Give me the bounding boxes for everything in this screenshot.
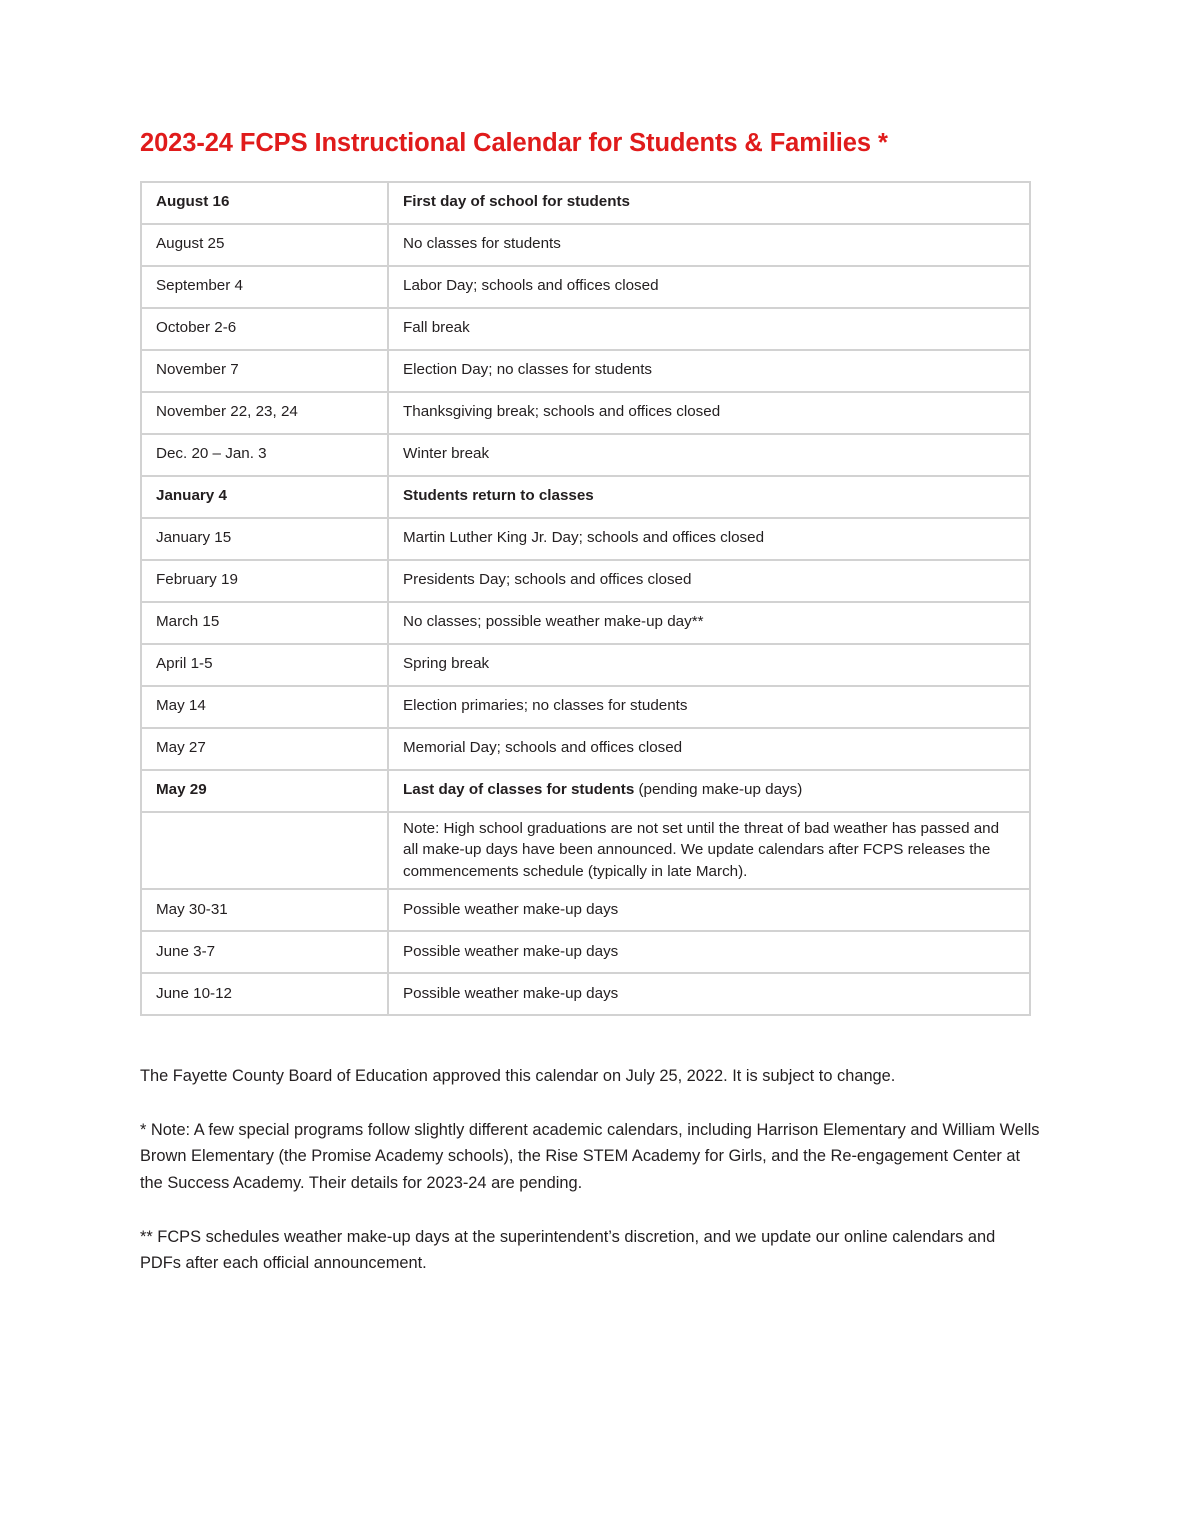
last-day-label: Last day of classes for students	[403, 781, 635, 799]
cell-description: Fall break	[389, 309, 1029, 351]
cell-date: October 2-6	[142, 309, 389, 351]
table-row-last-day	[142, 771, 1029, 813]
cell-date: August 25	[142, 225, 389, 267]
cell-date: June 3-7	[142, 932, 389, 974]
table-row	[142, 267, 1029, 309]
table-row-note	[142, 813, 1029, 891]
cell-description: Presidents Day; schools and offices closed	[389, 561, 1029, 603]
cell-date: January 15	[142, 519, 389, 561]
table-row	[142, 603, 1029, 645]
cell-description	[389, 771, 1029, 813]
cell-date: May 30-31	[142, 890, 389, 932]
cell-date: June 10-12	[142, 974, 389, 1014]
table-row	[142, 890, 1029, 932]
footnote-single-star: * Note: A few special programs follow slightly different academic calendars, including Harrison Elementary and William Wells Brown Elementary (the Promise Academy schools), the Rise STEM Academy for Girls, and the Re-engagement Center at the Success Academy. Their details for 2023-24 are pending.	[140, 1120, 1040, 1193]
table-row	[142, 519, 1029, 561]
table-row	[142, 561, 1029, 603]
cell-description: Winter break	[389, 435, 1029, 477]
table-row	[142, 645, 1029, 687]
table-row	[142, 729, 1029, 771]
table-row	[142, 974, 1029, 1014]
table-row	[142, 351, 1029, 393]
cell-date: November 7	[142, 351, 389, 393]
cell-date: September 4	[142, 267, 389, 309]
cell-date: March 15	[142, 603, 389, 645]
cell-graduation-note: Note: High school graduations are not set until the threat of bad weather has passed and all make-up days have been announced. We update calendars after FCPS releases the commencements schedule (typically in late March).	[389, 813, 1029, 891]
cell-date: August 16	[142, 183, 389, 225]
cell-description: Thanksgiving break; schools and offices closed	[389, 393, 1029, 435]
cell-description: No classes for students	[389, 225, 1029, 267]
instructional-calendar-table	[140, 181, 1031, 1017]
cell-date: May 27	[142, 729, 389, 771]
cell-date-empty	[142, 813, 389, 891]
page-title: 2023-24 FCPS Instructional Calendar for Students & Families *	[140, 129, 888, 157]
cell-date: November 22, 23, 24	[142, 393, 389, 435]
table-row	[142, 183, 1029, 225]
cell-description: Memorial Day; schools and offices closed	[389, 729, 1029, 771]
cell-description: No classes; possible weather make-up day**	[389, 603, 1029, 645]
table-row	[142, 687, 1029, 729]
table-row	[142, 477, 1029, 519]
cell-description: Election Day; no classes for students	[389, 351, 1029, 393]
cell-description: Labor Day; schools and offices closed	[389, 267, 1029, 309]
table-row	[142, 932, 1029, 974]
table-row	[142, 435, 1029, 477]
cell-description: Election primaries; no classes for students	[389, 687, 1029, 729]
cell-date: January 4	[142, 477, 389, 519]
cell-date: May 29	[142, 771, 389, 813]
calendar-table-body	[142, 183, 1029, 1015]
cell-date: Dec. 20 – Jan. 3	[142, 435, 389, 477]
cell-date: April 1-5	[142, 645, 389, 687]
table-row	[142, 309, 1029, 351]
footnote-approval: The Fayette County Board of Education approved this calendar on July 25, 2022. It is subject to change.	[140, 1067, 896, 1086]
cell-description: Possible weather make-up days	[389, 932, 1029, 974]
cell-description: Spring break	[389, 645, 1029, 687]
cell-date: February 19	[142, 561, 389, 603]
footnote-double-star: ** FCPS schedules weather make-up days at the superintendent’s discretion, and we update our online calendars and PDFs after each official announcement.	[140, 1227, 996, 1273]
cell-description: Possible weather make-up days	[403, 985, 619, 1003]
cell-description: Students return to classes	[389, 477, 1029, 519]
last-day-qualifier: (pending make-up days)	[634, 781, 803, 799]
table-row	[142, 393, 1029, 435]
table-row	[142, 225, 1029, 267]
document-content	[140, 128, 1040, 1277]
cell-description: Possible weather make-up days	[389, 890, 1029, 932]
footnotes-section	[140, 1063, 1040, 1276]
cell-description: Martin Luther King Jr. Day; schools and offices closed	[389, 519, 1029, 561]
cell-date: May 14	[142, 687, 389, 729]
cell-description: First day of school for students	[389, 183, 1029, 225]
